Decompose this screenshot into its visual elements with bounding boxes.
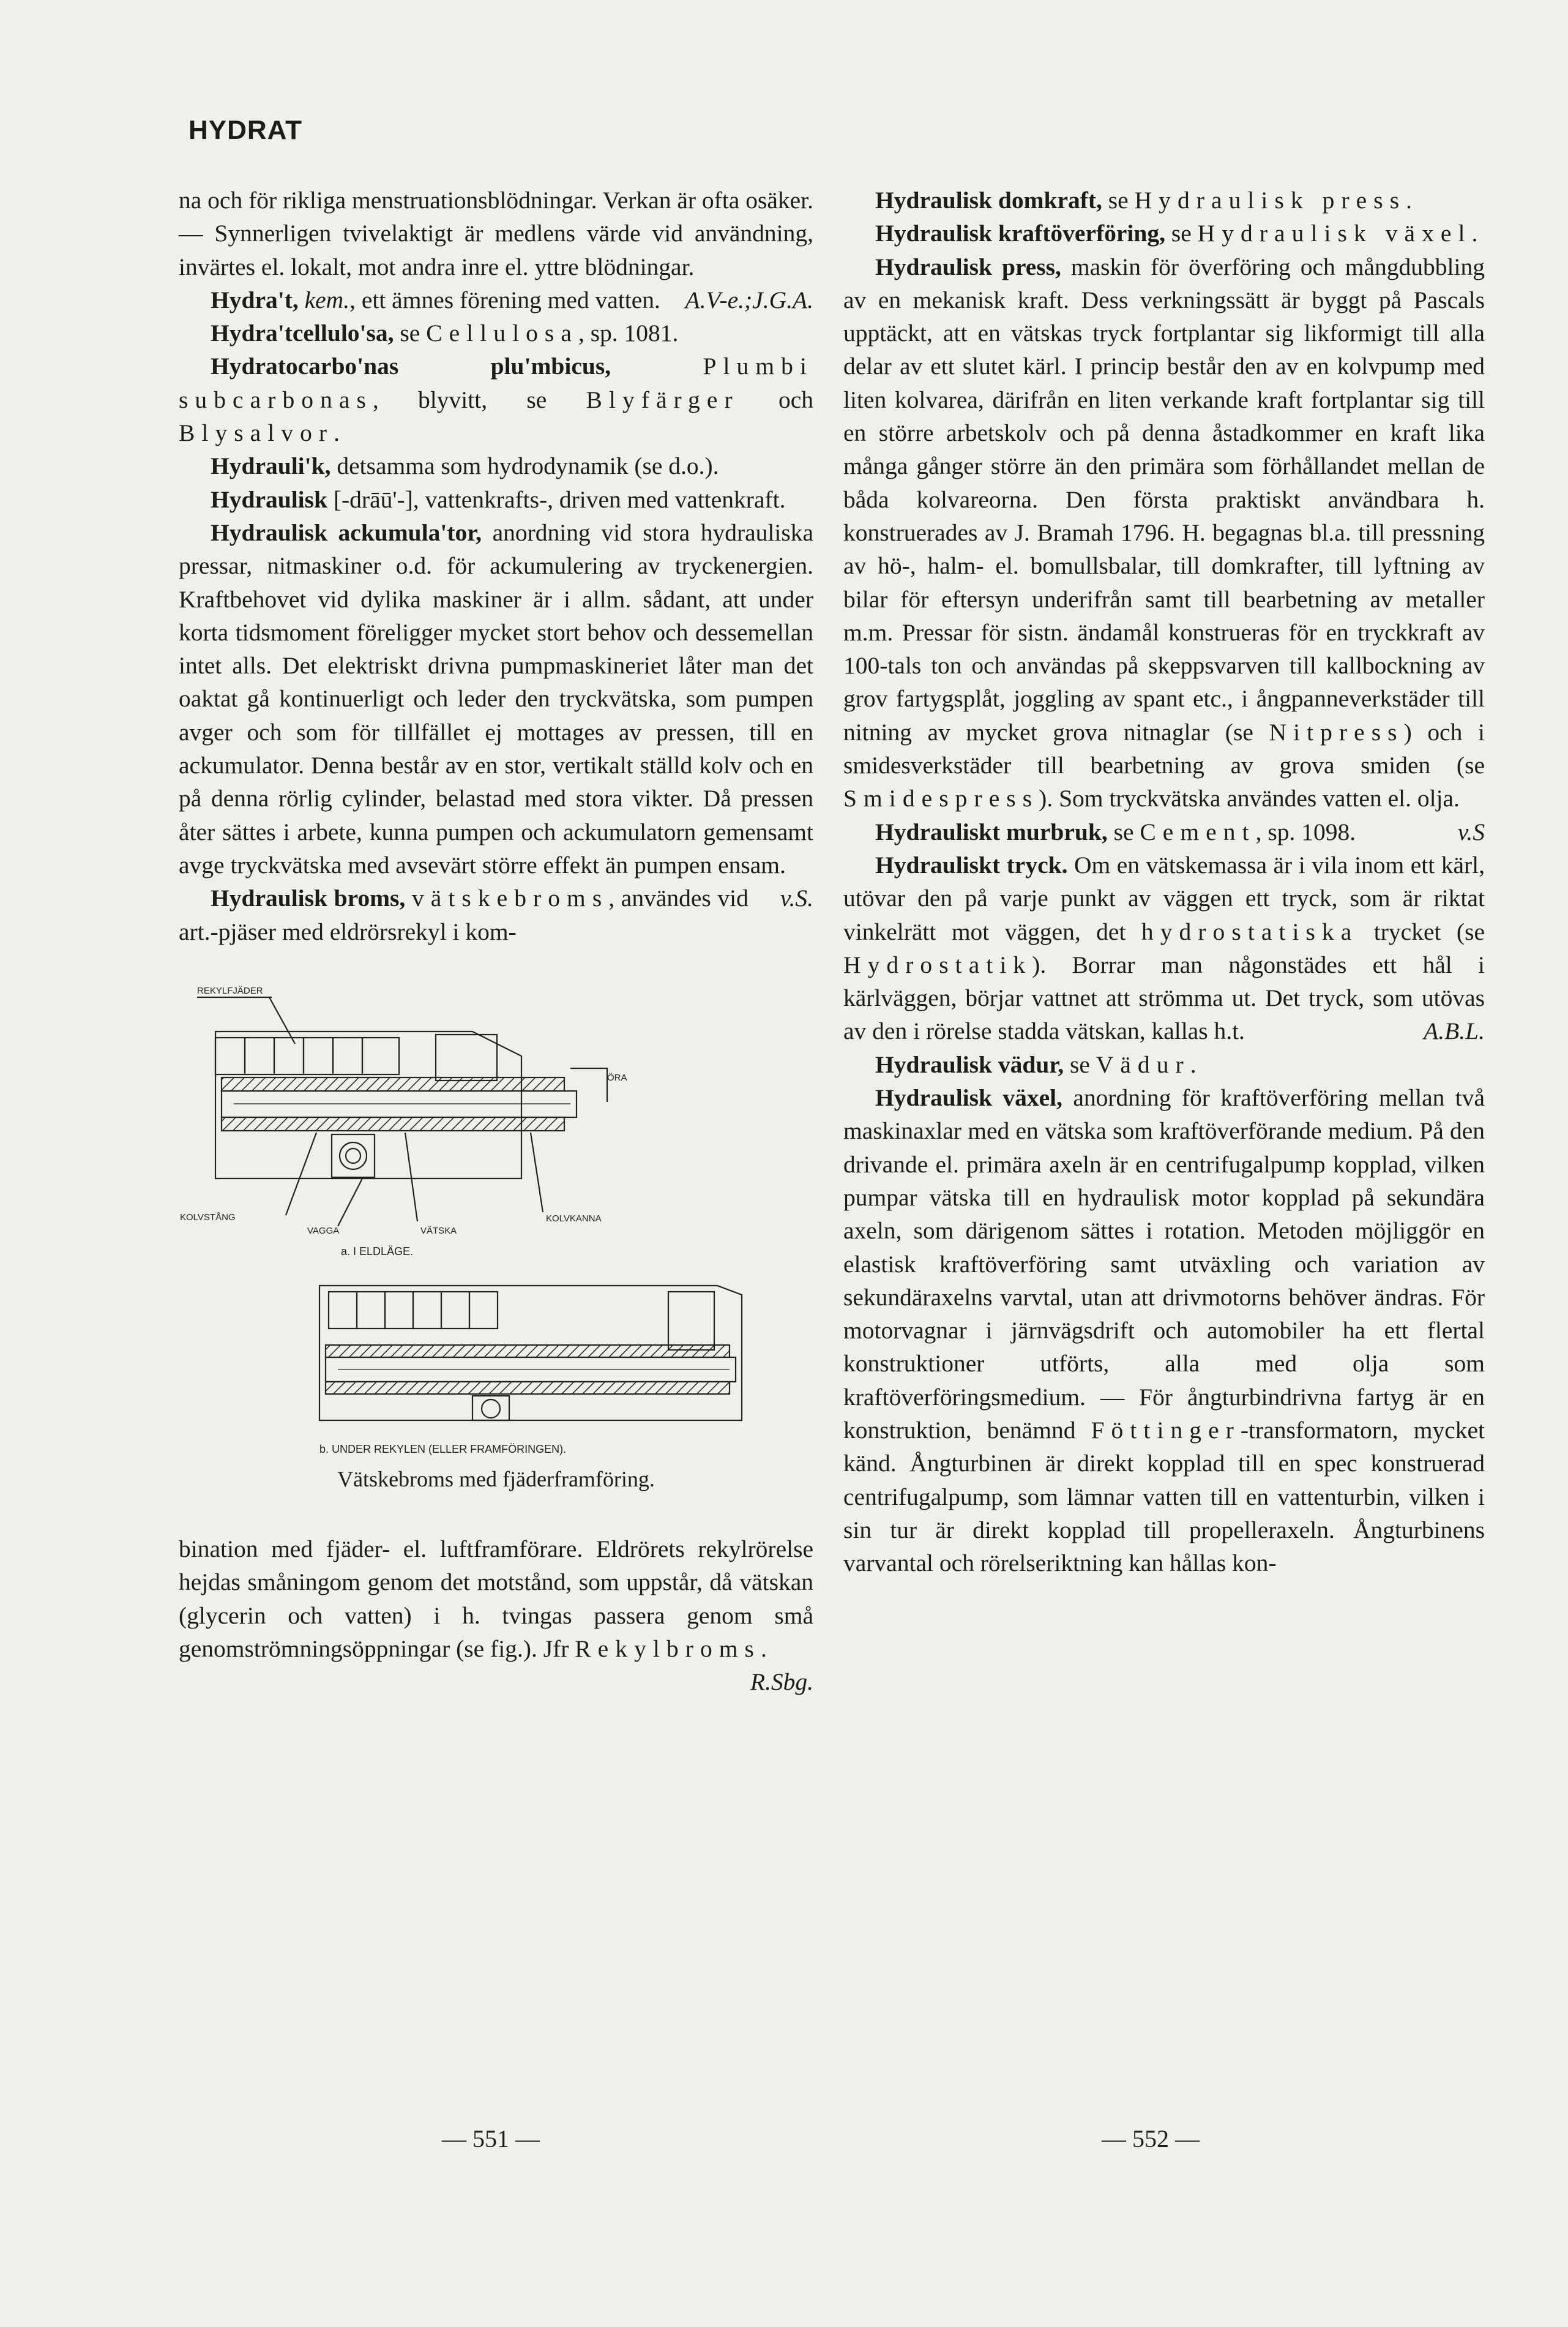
entry-text: . <box>1471 220 1478 247</box>
entry-text: anordning för kraftöverföring mellan två maskinaxlar med en vätska som kraftöverförande medium. På den drivande el. primära axeln är en centrifugalpump kopplad, vilken pumpar vätska till en hydraulisk motor kopplad på sekundära axeln, som därigenom sättes i rotation. Metoden möjliggör en elastisk kraftöverföring samt utväxling och variation av sekundäraxelns varvtal, utan att drivmotorns behöver ändras. För motorvagnar i järnvägsdrift och automobiler ha ett flertal konstruktioner utförts, alla med olja som kraftöverföringsmedium. — För ångturbindrivna fartyg är en konstruktion, benämnd <box>843 1084 1485 1444</box>
entry-text: , sp. 1098. <box>1255 818 1356 845</box>
signature: v.S <box>1457 818 1485 845</box>
entry-text: . <box>334 419 340 447</box>
entry-text: se <box>1107 818 1140 845</box>
cross-reference: Cement <box>1140 818 1256 845</box>
entry-tryck <box>843 849 1485 1048</box>
headword: Hydraulisk vädur, <box>875 1051 1064 1078</box>
entry-text: . <box>1406 187 1412 214</box>
cross-reference: Föttinger <box>1091 1416 1241 1444</box>
entry-text: -transformatorn, mycket känd. Ångturbinen är direkt kopplad till en spec konstruerad centrifugalpump, som lämnar vatten till en vattenturbin, vilken i sin tur är direkt kopplad till propelleraxeln. Ångturbinens varvantal och rörelseriktning kan hållas kon- <box>843 1416 1485 1577</box>
headword: Hydraulisk växel, <box>875 1084 1062 1112</box>
headword: Hydraulisk broms, <box>211 885 406 912</box>
cross-reference: Rekylbroms <box>575 1635 761 1663</box>
cross-reference: hydrostatiska <box>1141 918 1359 945</box>
entry-kraftoverforing <box>843 217 1485 250</box>
label-ora: ÖRA <box>607 1072 627 1083</box>
headword: Hydrauliskt tryck. <box>875 851 1068 879</box>
entry-text: och <box>739 386 813 413</box>
cross-reference: Blysalvor <box>179 419 334 447</box>
entry-text: . <box>1190 1051 1197 1078</box>
figure-vatskebroms <box>179 976 813 1496</box>
label-diagram-a: a. I ELDLÄGE. <box>341 1245 414 1257</box>
entry-vadur <box>843 1048 1485 1081</box>
entry-text: anordning vid stora hydrauliska pressar, nitmaskiner o.d. för ackumulering av tryckenergien. Kraftbehovet vid dylika maskiner är i allm. sådant, att under korta tidsmoment föreligger mycket stort behov och dessemellan intet alls. Det elektriskt drivna pumpmaskineriet låter man det oaktat gå kontinuerligt och leder den tryckvätska, som pumpen avger och som för tillfället ej mottages av pressen, till en ackumulator. Denna består av en stor, vertikalt ställd kolv och en på denna rörlig cylinder, belastad med stora vikter. Då pressen åter sättes i arbete, kunna pumpen och ackumulatorn gemensamt avge tryckvätska med avsevärt större effekt än pumpen ensam. <box>179 519 813 879</box>
entry-text: . <box>760 1635 767 1663</box>
entry-text: se <box>1165 220 1198 247</box>
entry-murbruk <box>843 815 1485 849</box>
cross-reference: Hydraulisk press <box>1134 187 1406 214</box>
cross-reference: Cellulosa <box>426 320 578 347</box>
headword: Hydraulisk domkraft, <box>875 187 1102 214</box>
page-number-right: — 552 — <box>1102 2125 1200 2153</box>
label-kolvstang: KOLVSTÅNG <box>180 1212 236 1223</box>
cross-reference: Vädur <box>1096 1051 1190 1078</box>
cross-reference: Smidespress <box>843 785 1039 812</box>
entry-domkraft <box>843 184 1485 217</box>
cross-reference: Hydraulisk växel <box>1197 220 1472 247</box>
entry-broms-continued <box>179 1532 813 1696</box>
entry-text: ). Borrar man någonstädes ett hål i kärlväggen, börjar vattnet att strömma ut. Det tryck, som utövas av den i rörelse stadda vätskan, kallas h.t. <box>843 951 1485 1045</box>
label-kolvkanna: KOLVKANNA <box>546 1213 602 1224</box>
diagram-b <box>319 1286 742 1455</box>
cross-reference: Blyfärger <box>586 386 739 413</box>
label-vatska: VÄTSKA <box>420 1225 457 1236</box>
signature: v.S. <box>780 885 813 912</box>
signature: R.Sbg. <box>750 1668 813 1696</box>
headword: Hydraulisk ackumula'tor, <box>211 519 482 546</box>
diagram-a <box>180 986 627 1257</box>
entry-text: se <box>1064 1051 1096 1078</box>
entry-hydratocarbonas <box>179 350 813 449</box>
entry-text: , ett ämnes förening med vatten. <box>349 286 660 313</box>
cross-reference: Plumbi subcarbonas <box>179 353 813 413</box>
signature: A.V-e.;J.G.A. <box>685 286 813 313</box>
entry-text: Om en vätskemassa är i vila inom ett kärl, utövar den på varje punkt av väggen ett tryck, som är riktat vinkelrätt mot väggen, det <box>843 851 1485 945</box>
entry-text: trycket (se <box>1358 918 1485 945</box>
left-column <box>179 184 813 1699</box>
headword: Hydra't, <box>211 286 299 313</box>
headword: Hydrauliskt murbruk, <box>875 818 1108 845</box>
entry-text: , blyvitt, se <box>372 386 586 413</box>
signature: A.B.L. <box>1424 1017 1485 1045</box>
entry-text: , sp. 1081. <box>578 320 679 347</box>
label-diagram-b: b. UNDER REKYLEN (ELLER FRAMFÖRINGEN). <box>319 1442 567 1455</box>
entry-broms <box>179 882 813 948</box>
entry-text: bination med fjäder- el. luftframförare. Eldrörets rekylrörelse hejdas småningom genom det motstånd, som uppstår, då vätskan (glycerin och vatten) i h. tvingas passera genom små genomströmningsöppningar (se fig.). Jfr <box>179 1535 813 1663</box>
headword: Hydrauli'k, <box>211 452 331 480</box>
headword: Hydraulisk <box>211 485 327 513</box>
entry-text: se <box>394 320 427 347</box>
entry-text: ). Som tryckvätska användes vatten el. olja. <box>1039 785 1460 812</box>
abbreviation: kem. <box>304 286 350 313</box>
page-number-left: — 551 — <box>442 2125 540 2153</box>
headword: Hydraulisk kraftöverföring, <box>875 220 1165 247</box>
label-vagga: VAGGA <box>307 1225 340 1236</box>
headword: Hydratocarbo'nas plu'mbicus, <box>211 353 611 380</box>
entry-hydraulisk <box>179 483 813 516</box>
entry-text: ) och i smidesverkstäder till bearbetning av grova smiden (se <box>843 718 1485 779</box>
label-rekylfjader: REKYLFJÄDER <box>197 985 263 996</box>
right-column <box>843 184 1485 1579</box>
entry-hydraulik <box>179 449 813 482</box>
cross-reference: Hydrostatik <box>843 951 1032 978</box>
entry-hydratcellulosa <box>179 317 813 350</box>
entry-text: [-drāū'-], vattenkrafts-, driven med vattenkraft. <box>327 485 786 513</box>
entry-text: maskin för överföring och mångdubbling av en mekanisk kraft. Dess verkningssätt är byggt på Pascals upptäckt, att en vätskas tryck fortplantar sig likformigt till alla delar av ett slutet kärl. I princip består den av en kolvpump med liten kolvarea, därifrån en liten verkande kraft fortplantar sig till en större arbetskolv och på denna åstadkommer en kraft lika många gånger större än den primära som förhållandet mellan de båda kolvareorna. Den första praktiskt användbara h. konstruerades av J. Bramah 1796. H. begagnas bl.a. till pressning av hö-, halm- el. bomullsbalar, till domkrafter, till lyftning av bilar för eftersyn underifrån samt till bearbetning av metaller m.m. Pressar för sistn. ändamål konstrueras för en tryckkraft av 100-tals ton och användas på skeppsvarven till kallbockning av grov fartygsplåt, joggling av spant etc., i ångpanneverkstäder till nitning av mycket grova nitnaglar (se <box>843 253 1485 746</box>
cross-reference: Nitpress <box>1269 718 1404 746</box>
brake-diagram <box>179 976 791 1460</box>
entry-text: detsamma som hydrodynamik (se d.o.). <box>330 452 719 480</box>
entry-intro-text: na och för rikliga menstruationsblödningar. Verkan är ofta osäker. — Synnerligen tvivelaktigt är medlens värde vid användning, invärtes el. lokalt, mot andra inre el. yttre blödningar. <box>179 187 813 280</box>
entry-text: se <box>1102 187 1135 214</box>
running-head: HYDRAT <box>189 115 303 145</box>
entry-vaxel <box>843 1081 1485 1579</box>
figure-caption: Vätskebroms med fjäderframföring. <box>337 1466 655 1491</box>
headword: Hydra'tcellulo'sa, <box>211 320 394 347</box>
headword: Hydraulisk press, <box>875 253 1061 280</box>
entry-text: , användes vid art.-pjäser med eldrörsrekyl i kom- <box>179 885 749 945</box>
cross-reference: vätskebroms <box>411 885 609 912</box>
